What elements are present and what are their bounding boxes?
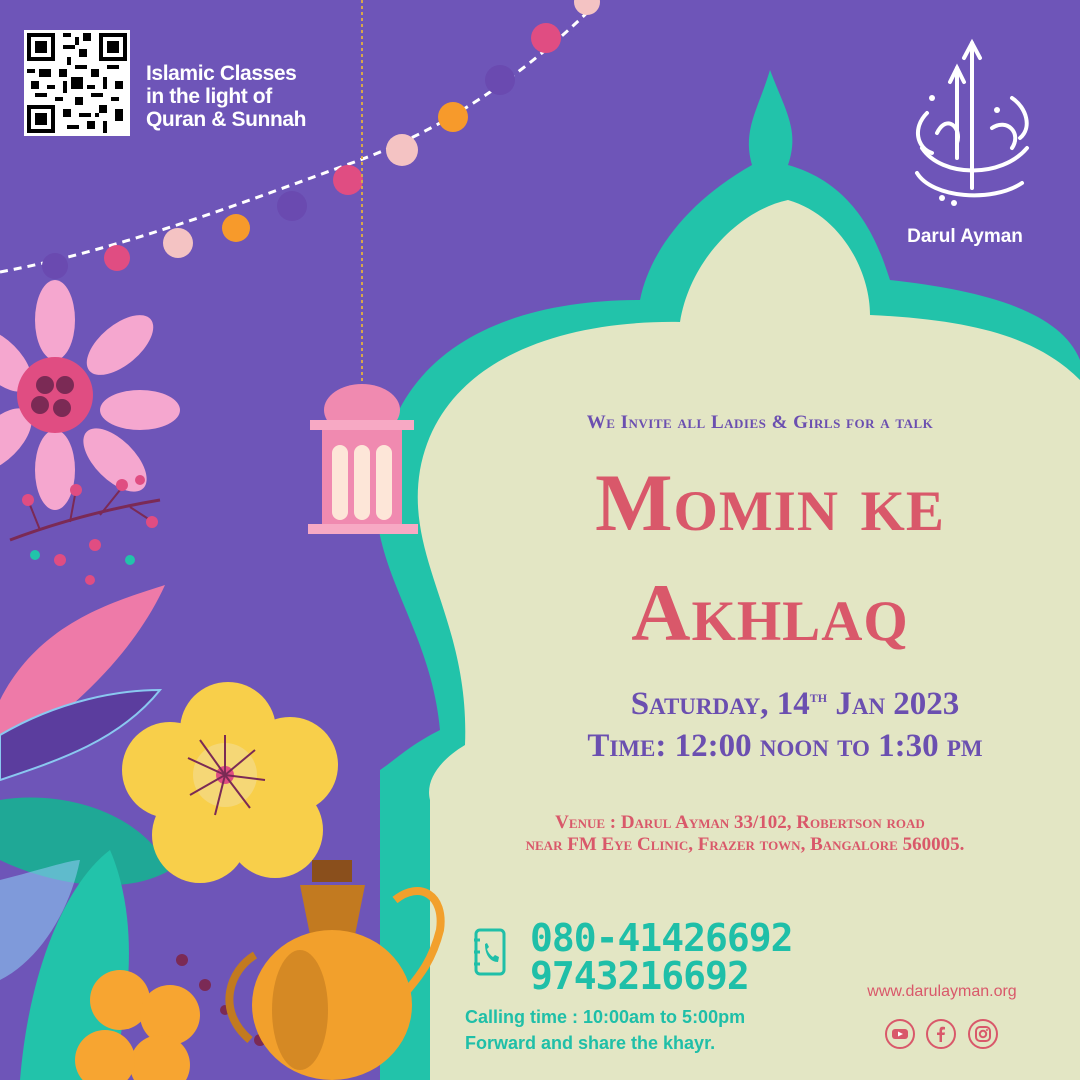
date-ordinal: th: [809, 687, 828, 706]
facebook-link[interactable]: [926, 1019, 956, 1049]
phone-number[interactable]: 080-41426692: [530, 916, 793, 960]
website-link[interactable]: www.darulayman.org: [867, 983, 1017, 1000]
event-date: [480, 686, 1080, 723]
instagram-icon: [974, 1025, 992, 1043]
qr-code-pattern: [27, 33, 127, 133]
date-suffix: Jan 2023: [827, 686, 960, 722]
event-title-line: Akhlaq: [631, 567, 909, 658]
venue-line: Venue : Darul Ayman 33/102, Robertson road: [555, 812, 925, 833]
instagram-link[interactable]: [968, 1019, 998, 1049]
youtube-link[interactable]: [885, 1019, 915, 1049]
tagline-line: in the light of: [146, 85, 272, 108]
arabic-calligraphy-logo: [902, 38, 1048, 218]
pink-flower: [0, 280, 180, 510]
tagline-line: Islamic Classes: [146, 62, 297, 85]
youtube-icon: [891, 1025, 909, 1043]
venue-line: near FM Eye Clinic, Frazer town, Bangalore 560005.: [525, 834, 965, 855]
facebook-icon: [932, 1025, 950, 1043]
brand-name: Darul Ayman: [907, 226, 1023, 247]
calling-time: Calling time : 10:00am to 5:00pm: [465, 1007, 746, 1027]
teal-leaf-left: [0, 798, 170, 886]
event-time: Time: 12:00 noon to 1:30 pm: [587, 728, 983, 764]
tagline: [146, 62, 346, 131]
date-prefix: Saturday, 14: [630, 686, 810, 722]
phone-book-icon: [472, 928, 508, 976]
phone-number[interactable]: 9743216692: [530, 954, 749, 998]
invite-line: We Invite all Ladies & Girls for a talk: [586, 412, 934, 433]
event-title-line: Momin ke: [595, 457, 945, 548]
berry-branch: [10, 475, 160, 585]
qr-code[interactable]: [24, 30, 130, 136]
forward-note: Forward and share the khayr.: [465, 1033, 716, 1053]
tagline-line: Quran & Sunnah: [146, 108, 307, 131]
